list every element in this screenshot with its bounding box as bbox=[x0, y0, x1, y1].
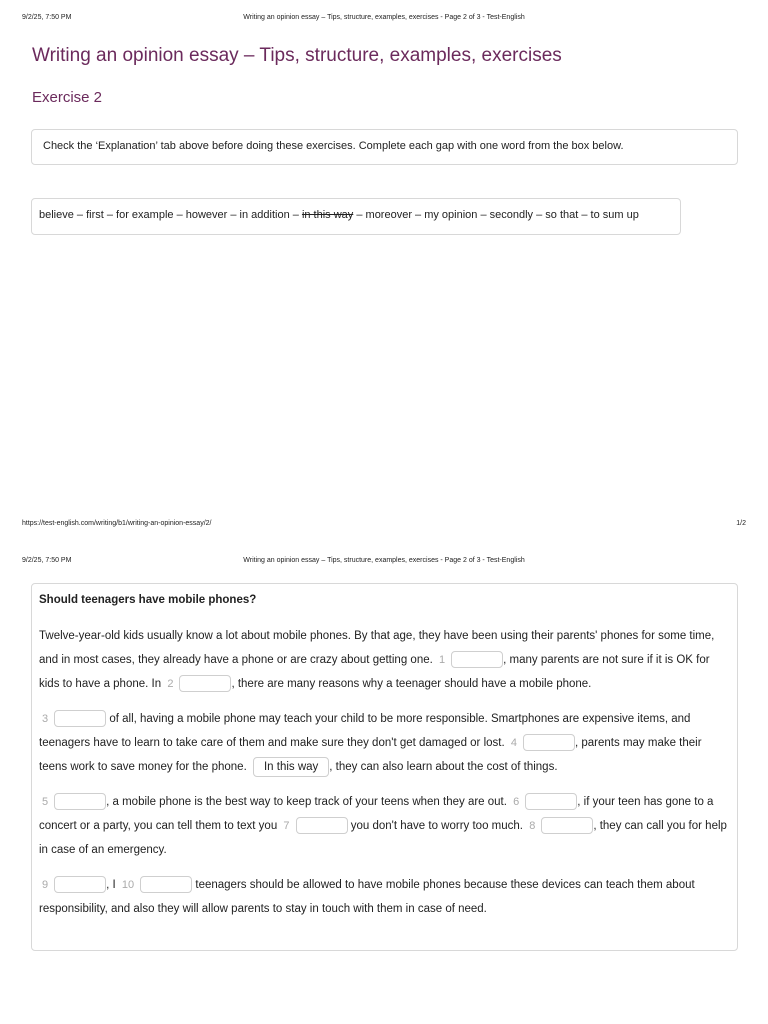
gap-number: 3 bbox=[42, 713, 49, 725]
gap-number: 4 bbox=[510, 737, 517, 749]
gap-number: 8 bbox=[529, 820, 536, 832]
essay-paragraph-3 bbox=[39, 790, 730, 862]
gap-input-7[interactable] bbox=[296, 817, 348, 834]
essay-text: , parents may make their teens work to save money for the phone. bbox=[39, 737, 702, 773]
gap-input-8[interactable] bbox=[541, 817, 593, 834]
gap-number: 5 bbox=[42, 796, 49, 808]
instructions-text: Check the ‘Explanation’ tab above before doing these exercises. Complete each gap with one word from the box below. bbox=[43, 140, 624, 152]
gap-number: 6 bbox=[513, 796, 520, 808]
essay-box bbox=[31, 583, 738, 951]
word-box-before: believe – first – for example – however – in addition – bbox=[39, 209, 302, 221]
gap-input-1[interactable] bbox=[451, 651, 503, 668]
essay-text: you don't have to worry too much. bbox=[350, 820, 523, 832]
essay-paragraph-2 bbox=[39, 707, 730, 779]
print-doc-title: Writing an opinion essay – Tips, structure, examples, exercises - Page 2 of 3 - Test-English bbox=[243, 557, 525, 564]
essay-text: , many parents are not sure if it is OK for kids to have a phone. In bbox=[39, 654, 710, 690]
print-footer bbox=[0, 520, 768, 534]
print-header-page2 bbox=[0, 557, 768, 571]
essay-text: , they can call you for help in case of an emergency. bbox=[39, 820, 727, 856]
gap-input-9[interactable] bbox=[54, 876, 106, 893]
gap-number: 9 bbox=[42, 879, 49, 891]
gap-input-5[interactable] bbox=[54, 793, 106, 810]
gap-example-filled: In this way bbox=[253, 757, 329, 777]
gap-input-10[interactable] bbox=[140, 876, 192, 893]
print-page-number: 1/2 bbox=[736, 520, 746, 527]
essay-text: , a mobile phone is the best way to keep track of your teens when they are out. bbox=[106, 796, 507, 808]
print-datetime: 9/2/25, 7:50 PM bbox=[22, 557, 72, 564]
essay-paragraph-4 bbox=[39, 873, 730, 921]
gap-input-3[interactable] bbox=[54, 710, 106, 727]
essay-text: , if your teen has gone to a concert or a party, you can tell them to text you bbox=[39, 796, 714, 832]
exercise-title: Exercise 2 bbox=[32, 89, 103, 106]
word-box bbox=[31, 198, 681, 235]
essay-text: , I bbox=[106, 879, 116, 891]
gap-number: 10 bbox=[121, 879, 135, 891]
gap-number: 1 bbox=[439, 654, 446, 666]
essay-text: teenagers should be allowed to have mobile phones because these devices can teach them about responsibility, and also they will allow parents to stay in touch with them in case of need. bbox=[39, 879, 695, 915]
essay-title: Should teenagers have mobile phones? bbox=[39, 594, 257, 606]
essay-text: Twelve-year-old kids usually know a lot about mobile phones. By that age, they have been using their parents' phones for some time, and in most cases, they already have a phone or are crazy about getting one. bbox=[39, 630, 715, 666]
print-header bbox=[0, 14, 768, 28]
gap-input-2[interactable] bbox=[179, 675, 231, 692]
essay-text: , there are many reasons why a teenager should have a mobile phone. bbox=[231, 678, 592, 690]
print-doc-title: Writing an opinion essay – Tips, structure, examples, exercises - Page 2 of 3 - Test-English bbox=[243, 14, 525, 21]
essay-text: , they can also learn about the cost of things. bbox=[329, 761, 558, 773]
gap-number: 7 bbox=[283, 820, 290, 832]
print-datetime: 9/2/25, 7:50 PM bbox=[22, 14, 72, 21]
instructions-box bbox=[31, 129, 738, 165]
essay-text: of all, having a mobile phone may teach your child to be more responsible. Smartphones are expensive items, and teenagers have to learn to take care of them and make sure they don't get damaged or lost. bbox=[39, 713, 691, 749]
gap-number: 2 bbox=[167, 678, 174, 690]
gap-input-6[interactable] bbox=[525, 793, 577, 810]
page-title: Writing an opinion essay – Tips, structure, examples, exercises bbox=[32, 45, 562, 66]
print-url: https://test-english.com/writing/b1/writing-an-opinion-essay/2/ bbox=[22, 520, 212, 527]
word-box-after: – moreover – my opinion – secondly – so that – to sum up bbox=[353, 209, 639, 221]
word-box-used-word: in this way bbox=[301, 209, 354, 221]
gap-input-4[interactable] bbox=[523, 734, 575, 751]
essay-paragraph-1 bbox=[39, 624, 730, 696]
